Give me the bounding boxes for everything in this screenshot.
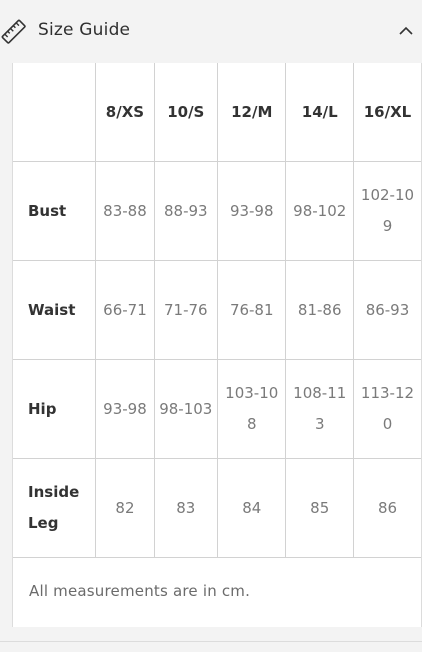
table-cell: 88-93 [154,162,217,261]
row-label: Waist [13,261,96,360]
table-cell: 85 [286,459,353,558]
table-row [13,459,421,558]
table-cell: 98-102 [286,162,353,261]
size-guide-panel [12,63,422,627]
table-row [13,162,421,261]
row-label: Inside Leg [13,459,96,558]
row-label: Hip [13,360,96,459]
table-cell: 84 [217,459,286,558]
size-table [13,63,421,558]
size-header: 8/XS [96,63,154,162]
table-cell: 86-93 [353,261,421,360]
table-cell: 93-98 [96,360,154,459]
table-cell: 103-108 [217,360,286,459]
row-label: Bust [13,162,96,261]
table-cell: 86 [353,459,421,558]
size-header: 10/S [154,63,217,162]
table-corner-cell [13,63,96,162]
table-cell: 82 [96,459,154,558]
table-cell: 93-98 [217,162,286,261]
table-cell: 81-86 [286,261,353,360]
table-cell: 83-88 [96,162,154,261]
table-cell: 71-76 [154,261,217,360]
table-cell: 98-103 [154,360,217,459]
table-cell: 66-71 [96,261,154,360]
table-header-row [13,63,421,162]
chevron-up-icon[interactable] [397,24,415,38]
table-cell: 76-81 [217,261,286,360]
table-row [13,360,421,459]
size-header: 12/M [217,63,286,162]
size-guide-title: Size Guide [38,20,131,40]
divider [0,641,422,642]
size-header: 16/XL [353,63,421,162]
measurement-footnote: All measurements are in cm. [29,582,251,600]
size-guide-accordion-header[interactable] [0,0,422,63]
table-cell: 113-120 [353,360,421,459]
ruler-icon [0,17,28,47]
size-header: 14/L [286,63,353,162]
table-cell: 108-113 [286,360,353,459]
table-cell: 102-109 [353,162,421,261]
table-row [13,261,421,360]
table-cell: 83 [154,459,217,558]
